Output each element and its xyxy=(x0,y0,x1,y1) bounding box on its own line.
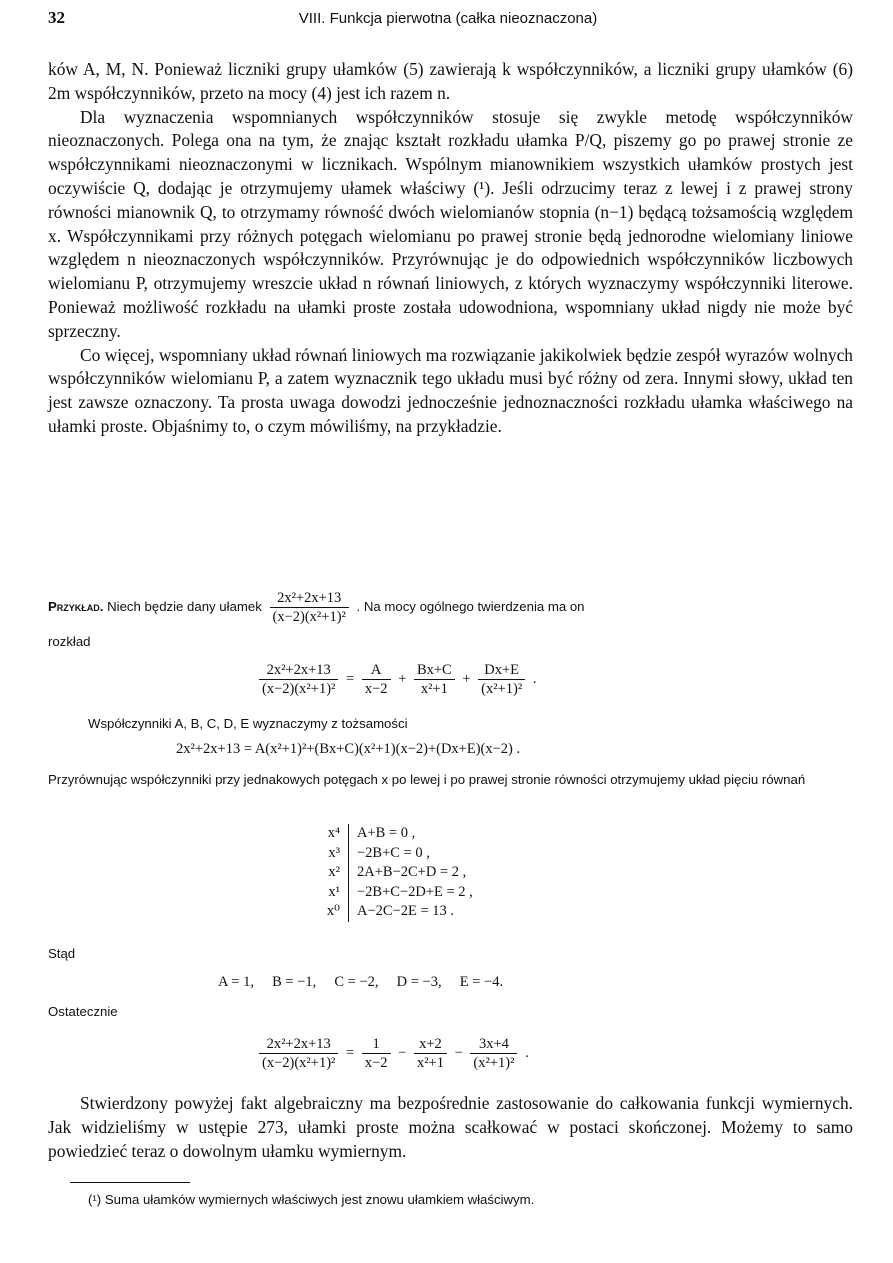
system-power: x¹ xyxy=(328,883,340,900)
footnote-rule xyxy=(70,1182,190,1183)
system-row xyxy=(312,824,473,844)
eq2-t2-num: x+2 xyxy=(414,1036,447,1054)
identity-equation: 2x²+2x+13 = A(x²+1)²+(Bx+C)(x²+1)(x−2)+(Dx+E)(x−2) . xyxy=(176,741,521,757)
equation-system xyxy=(312,824,473,922)
system-power: x³ xyxy=(328,844,340,861)
system-equation: 2A+B−2C+D = 2 , xyxy=(348,863,466,883)
eq2-term1 xyxy=(362,1036,391,1071)
eq1-t1-num: A xyxy=(362,662,391,680)
system-equation: A+B = 0 , xyxy=(348,824,415,844)
coefficients-text: Współczynniki A, B, C, D, E wyznaczymy z tożsamości xyxy=(88,716,408,731)
eq2-t1-den: x−2 xyxy=(364,1055,388,1071)
eq1-t3-num: Dx+E xyxy=(478,662,525,680)
eq2-t2-den: x²+1 xyxy=(416,1055,444,1071)
example-after-text: . Na mocy ogólnego twierdzenia ma on xyxy=(356,598,585,614)
eq1-lhs xyxy=(259,662,338,697)
system-equation: A−2C−2E = 13 . xyxy=(348,902,454,922)
system-power: x⁴ xyxy=(327,825,340,841)
page-header xyxy=(48,8,848,32)
eq1-term2 xyxy=(414,662,455,697)
eq2-term2 xyxy=(414,1036,447,1071)
eq2-term3 xyxy=(470,1036,517,1071)
stad-label: Stąd xyxy=(48,946,76,961)
final-equation: $\frac{\text{2x²+2x+13}}{\text{(x−2)(x²+1)²}}$ = $\frac{1}{x-2}$ − $\frac{x+2}{\text{x²+1}}$ − $\frac{3x+4}{\text{(x²+1)²}}$ . xyxy=(255,1036,529,1071)
eq1-t2-den: x²+1 xyxy=(420,681,448,697)
final-paragraph: Stwierdzony powyżej fakt algebraiczny ma bezpośrednie zastosowanie do całkowania funkcji wymiernych. Jak widzieliśmy w ustępie 273, ułamki proste można scałkować w postaci skończonej. Możemy to samo powiedzieć teraz o dowolnym ułamku wymiernym. xyxy=(48,1093,853,1161)
system-row xyxy=(312,844,473,864)
eq1-term3 xyxy=(478,662,525,697)
eq1-lhs-den: (x−2)(x²+1)² xyxy=(262,681,336,697)
page-number: 32 xyxy=(48,8,65,27)
system-row xyxy=(312,902,473,922)
fraction-numerator: 2x²+2x+13 xyxy=(270,590,349,608)
footnote: (¹) Suma ułamków wymiernych właściwych jest znowu ułamkiem właściwym. xyxy=(88,1192,535,1207)
eq2-lhs-den: (x−2)(x²+1)² xyxy=(262,1055,336,1071)
eq2-t1-num: 1 xyxy=(362,1036,391,1054)
example-fraction xyxy=(270,590,349,625)
system-equation: −2B+C = 0 , xyxy=(348,844,430,864)
eq1-t3-den: (x²+1)² xyxy=(481,681,523,697)
paragraph-2: Dla wyznaczenia wspomnianych współczynników stosuje się zwykle metodę współczynników nieoznaczonych. Polega ona na tym, że znając kształt rozkładu ułamka P/Q, piszemy go po prawej stronie ze współczynnikami nieoznaczonymi w licznikach. Wspólnym mianownikiem wszystkich ułamków prostych jest oczywiście Q, dodając je otrzymujemy ułamek właściwy (¹). Jeśli odrzucimy teraz z lewej i z prawej strony równości mianownik Q, to otrzymamy równość dwóch wielomianów stopnia (n−1) będącą tożsamością względem x. Współczynnikami przy różnych potęgach wielomianu po prawej stronie będą jednorodne wielomiany liniowe względem n nieoznaczonych współczynników. Przyrównując je do odpowiednich współczynników liczbowych wielomianu P, otrzymujemy wreszcie układ n równań liniowych, z których wyznaczymy współczynniki literowe. Ponieważ możliwość rozkładu na ułamki proste została udowodniona, wspomniany układ nigdy nie może być sprzeczny. xyxy=(48,106,853,341)
eq2-lhs-num: 2x²+2x+13 xyxy=(259,1036,338,1054)
example-intro-text: Niech będzie dany ułamek xyxy=(107,598,262,614)
przyrownujac-text: Przyrównując współczynniki przy jednakowych potęgach x po lewej i po prawej stronie równości otrzymujemy układ pięciu równań xyxy=(48,772,806,787)
system-equation: −2B+C−2D+E = 2 , xyxy=(348,883,473,903)
system-row xyxy=(312,883,473,903)
rozklad-label: rozkład xyxy=(48,634,91,649)
page-body xyxy=(48,58,853,439)
solution-values: A = 1, B = −1, C = −2, D = −3, E = −4. xyxy=(218,974,504,990)
eq1-t2-num: Bx+C xyxy=(414,662,455,680)
eq1-term1 xyxy=(362,662,391,697)
eq1-lhs-num: 2x²+2x+13 xyxy=(259,662,338,680)
eq1-t1-den: x−2 xyxy=(364,681,388,697)
running-title: VIII. Funkcja pierwotna (całka nieoznaczona) xyxy=(298,10,598,27)
eq2-t3-num: 3x+4 xyxy=(470,1036,517,1054)
paragraph-1: ków A, M, N. Ponieważ liczniki grupy ułamków (5) zawierają k współczynników, a liczniki grupy ułamków (6) 2m współczynników, przeto na mocy (4) jest ich razem n. xyxy=(48,59,853,103)
eq2-lhs xyxy=(259,1036,338,1071)
decomposition-equation: $\frac{\text{2x²+2x+13}}{\text{(x−2)(x²+1)²}}$ = $\frac{A}{x-2}$ + $\frac{Bx+C}{\text{x²+1}}$ + $\frac{Dx+E}{\text{(x²+1)²}}$ . xyxy=(255,662,536,697)
example-intro xyxy=(48,590,585,625)
system-row xyxy=(312,863,473,883)
eq2-t3-den: (x²+1)² xyxy=(473,1055,515,1071)
system-power: x⁰ xyxy=(326,903,340,919)
ostatecznie-label: Ostatecznie xyxy=(48,1004,118,1019)
paragraph-3: Co więcej, wspomniany układ równań liniowych ma rozwiązanie jakikolwiek będzie zespół wyrazów wolnych współczynników wielomianu P, a zatem wyznacznik tego układu musi być różny od zera. Innymi słowy, układ ten jest zawsze oznaczony. Ta prosta uwaga dowodzi jednocześnie jednoznaczności rozkładu ułamka właściwego na ułamki proste. Objaśnimy to, o czym mówiliśmy, na przykładzie. xyxy=(48,344,853,436)
fraction-denominator: (x−2)(x²+1)² xyxy=(272,609,346,625)
system-power: x² xyxy=(328,864,340,880)
example-label: Przykład. xyxy=(48,598,104,614)
